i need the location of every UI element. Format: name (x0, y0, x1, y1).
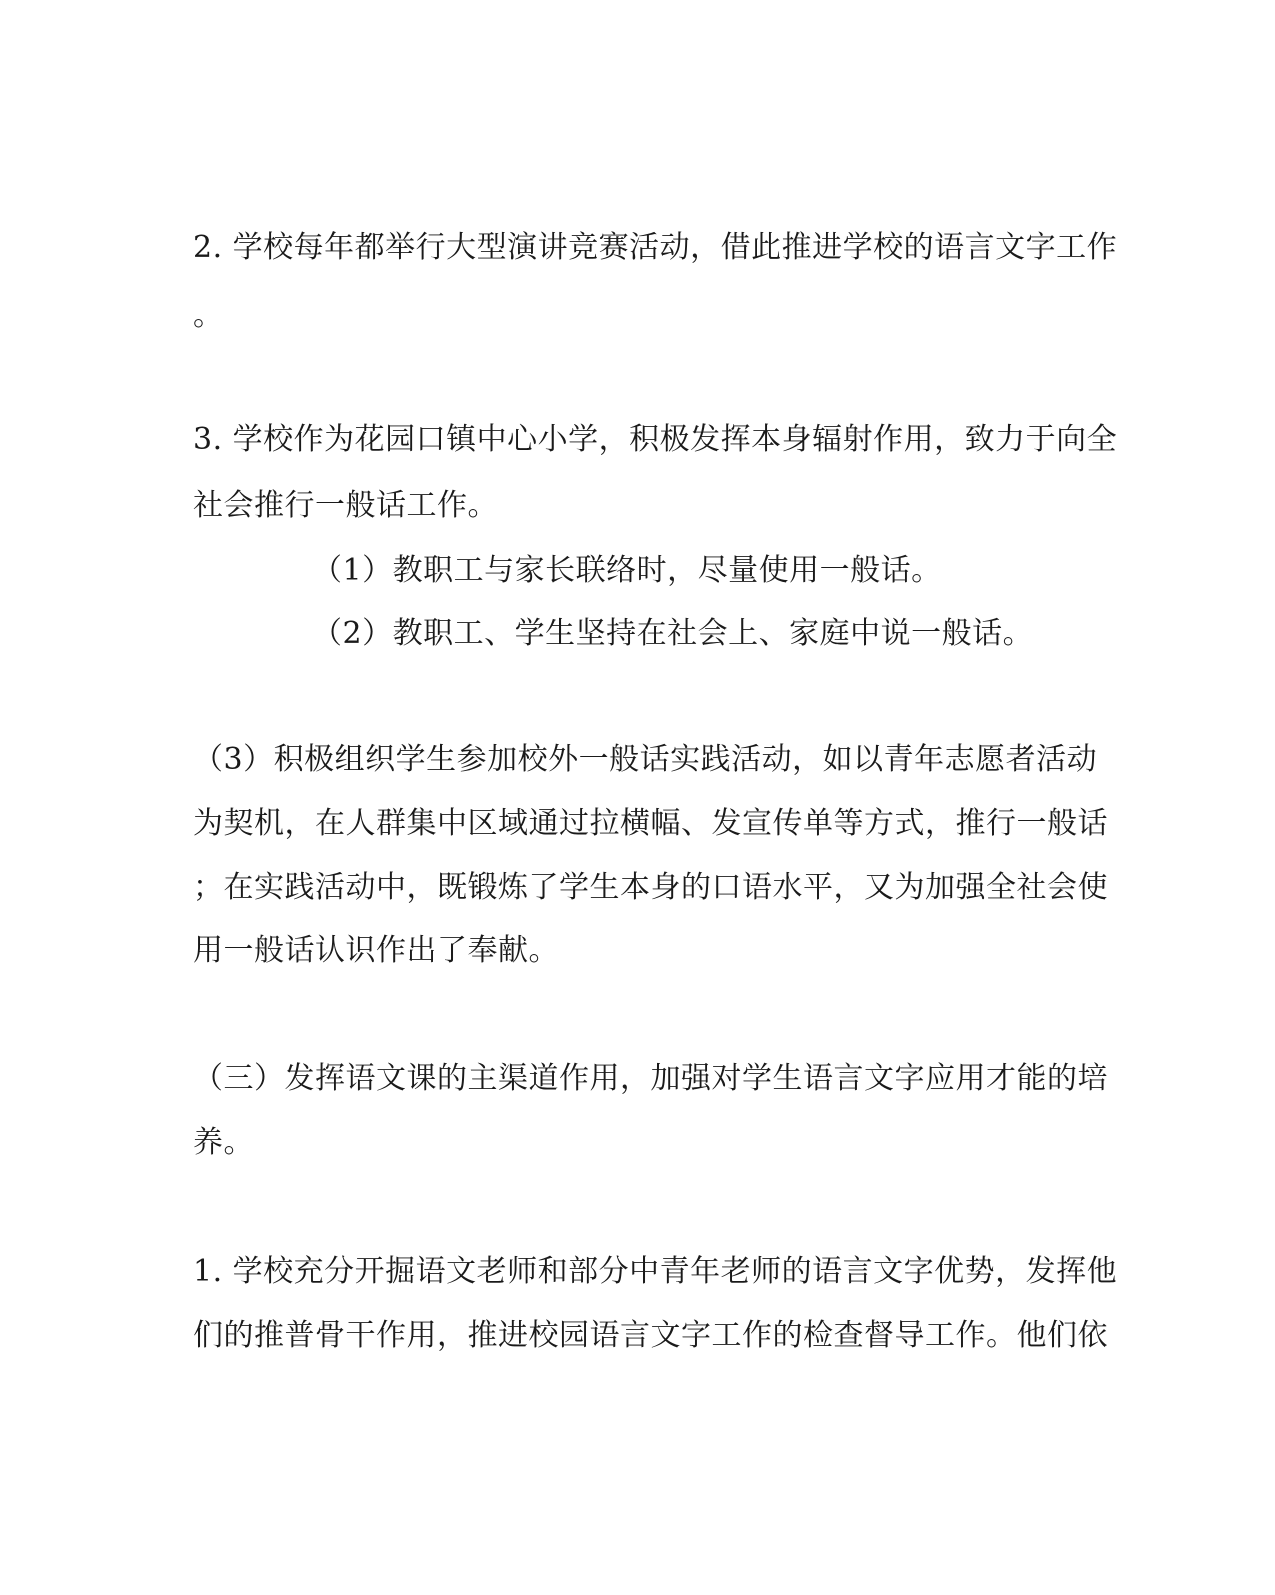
text-line: 社会推行一般话工作。 (193, 488, 498, 523)
text-line: （1）教职工与家长联络时，尽量使用一般话。 (312, 553, 942, 588)
text-line: 为契机，在人群集中区域通过拉横幅、发宣传单等方式，推行一般话 (193, 806, 1108, 841)
text-line: 们的推普骨干作用，推进校园语言文字工作的检查督导工作。他们依 (193, 1318, 1108, 1353)
text-line: （3）积极组织学生参加校外一般话实践活动，如以青年志愿者活动 (193, 742, 1098, 777)
text-line: （2）教职工、学生坚持在社会上、家庭中说一般话。 (312, 616, 1034, 651)
text-line: 3. 学校作为花园口镇中心小学，积极发挥本身辐射作用，致力于向全 (193, 422, 1118, 457)
text-line: 2. 学校每年都举行大型演讲竞赛活动，借此推进学校的语言文字工作 (193, 230, 1118, 265)
text-line: 1. 学校充分开掘语文老师和部分中青年老师的语言文字优势，发挥他 (193, 1254, 1118, 1289)
text-line: 用一般话认识作出了奉献。 (193, 933, 559, 968)
text-line: ；在实践活动中，既锻炼了学生本身的口语水平，又为加强全社会使 (193, 870, 1108, 905)
text-line: （三）发挥语文课的主渠道作用，加强对学生语言文字应用才能的培 (193, 1061, 1108, 1096)
text-line: 养。 (193, 1125, 254, 1160)
text-line: 。 (193, 298, 224, 333)
